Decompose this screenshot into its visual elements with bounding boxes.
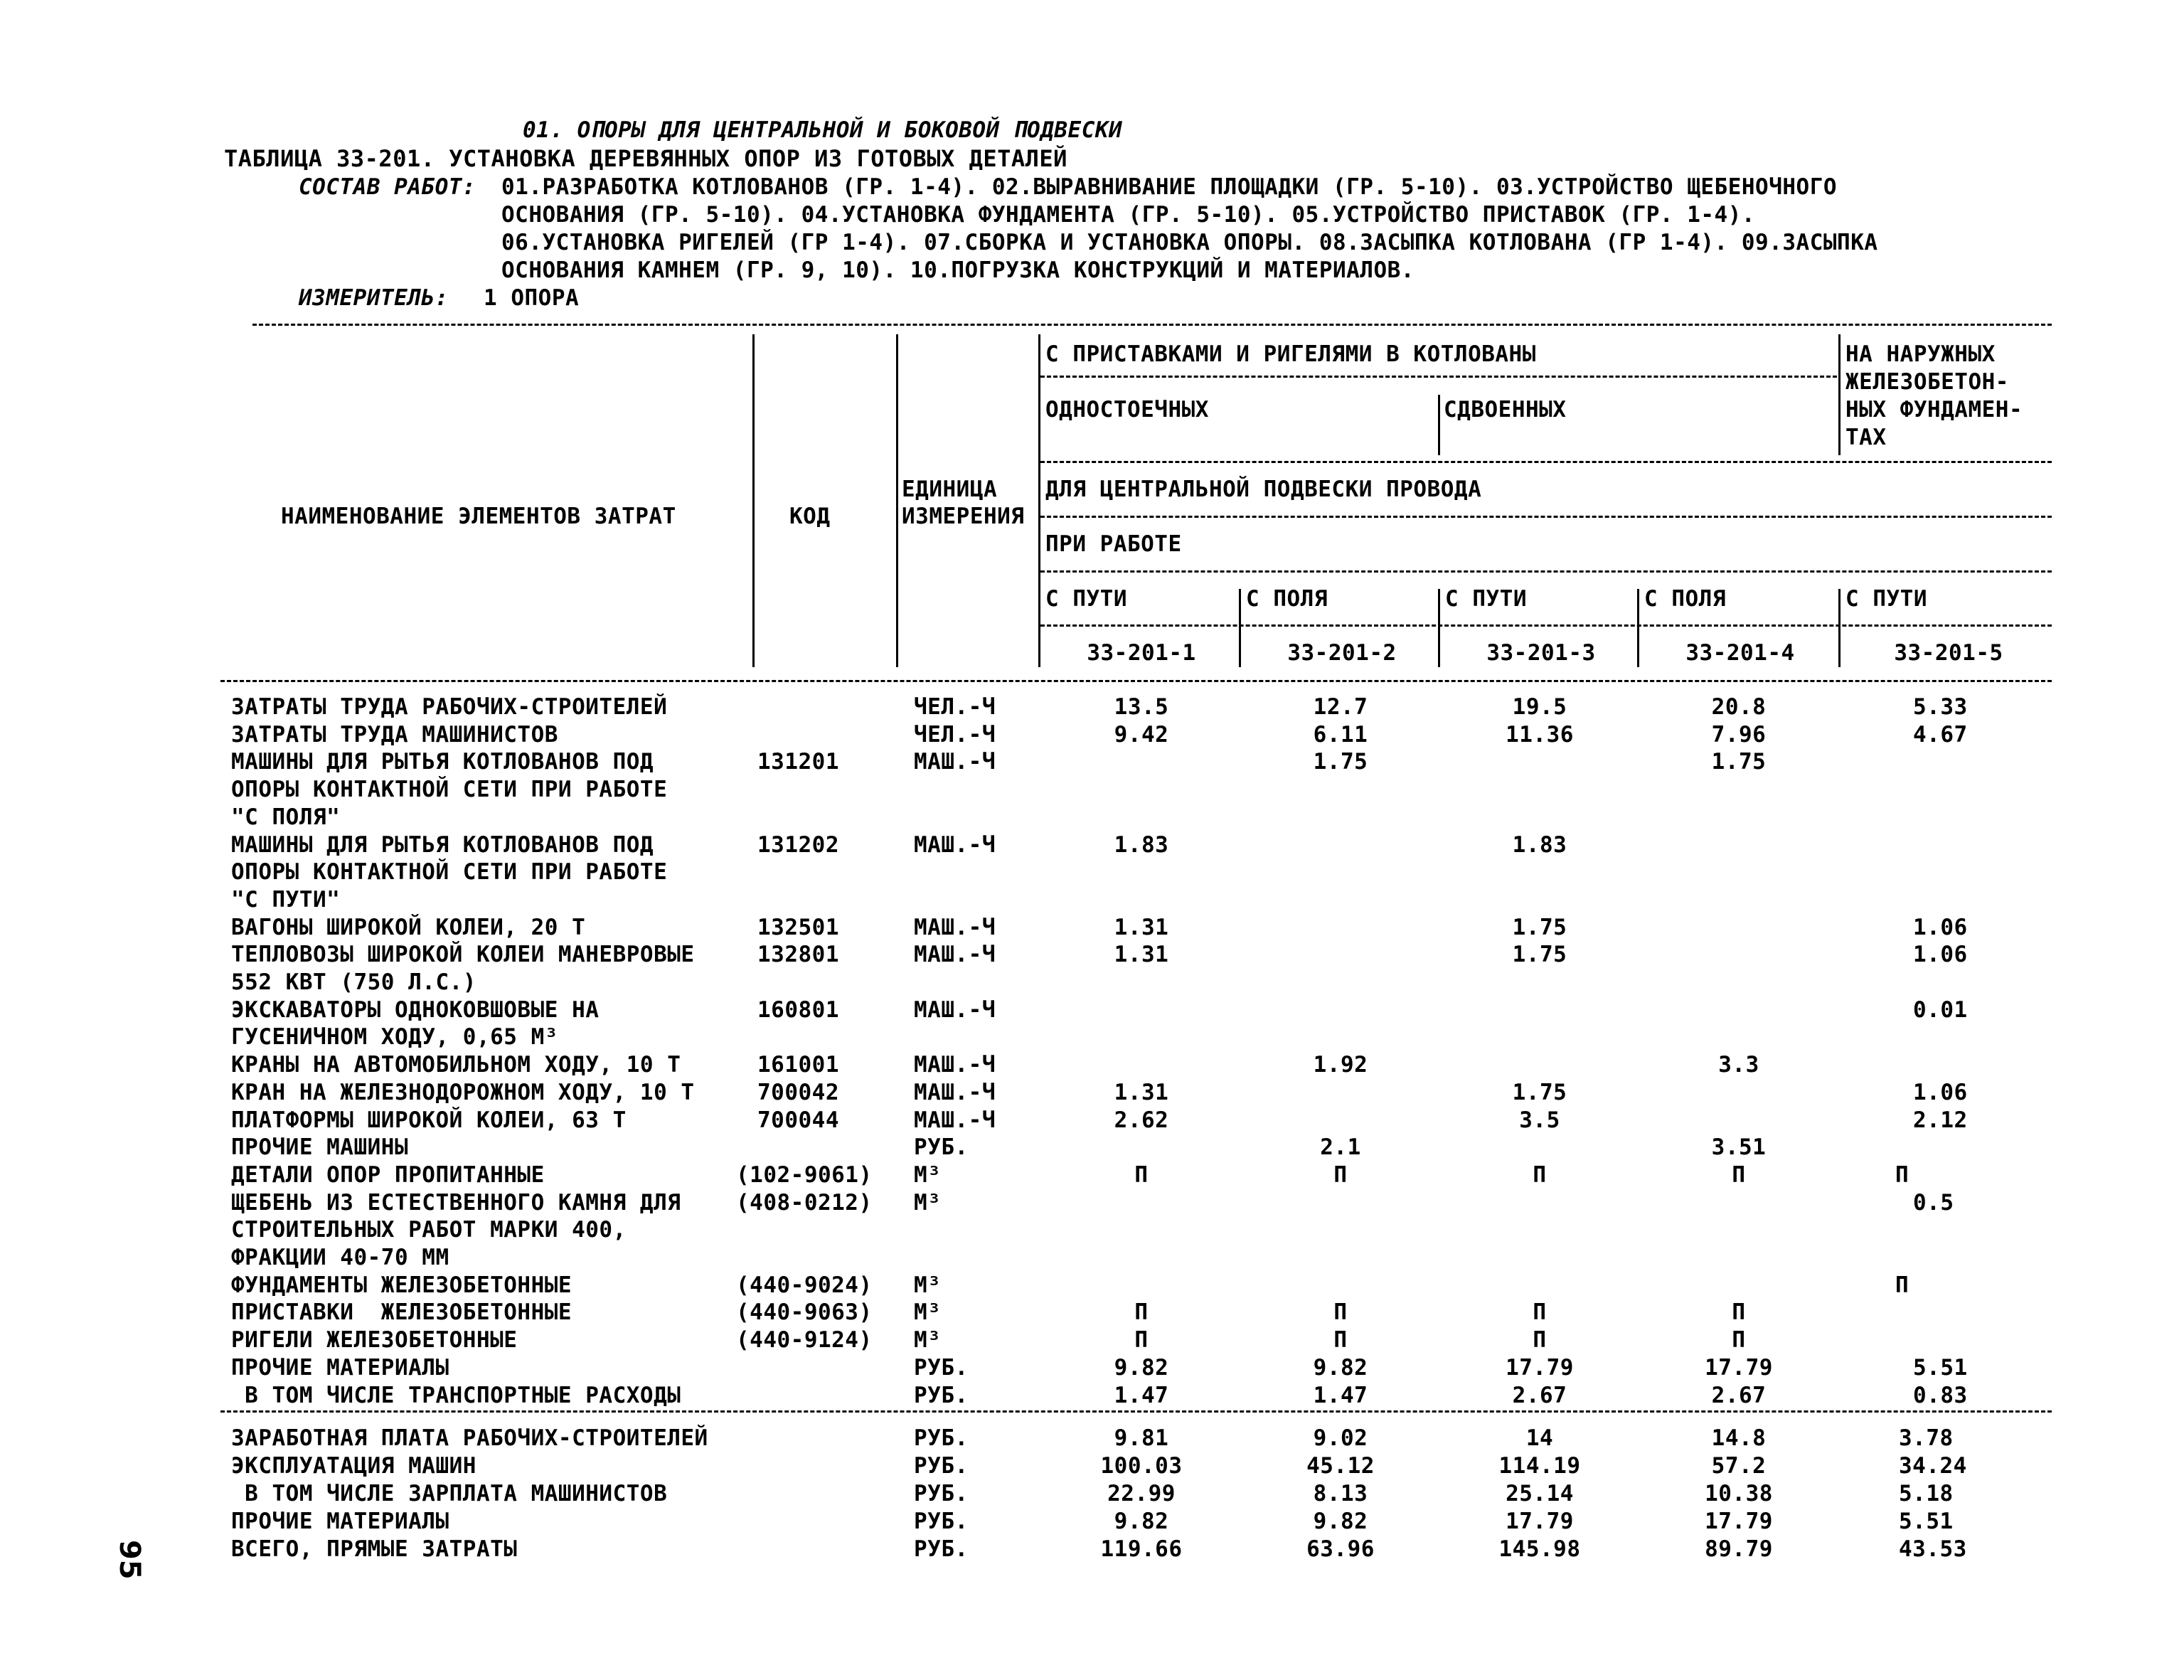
row-2-name-line-0: МАШИНЫ ДЛЯ РЫТЬЯ КОТЛОВАНОВ ПОД (231, 749, 654, 775)
summary-0-value-5: 3.78 (1899, 1425, 1954, 1451)
row-11-value-1: П (1134, 1161, 1149, 1188)
row-5-name-line-0: ТЕПЛОВОЗЫ ШИРОКОЙ КОЛЕИ МАНЕВРОВЫЕ (231, 942, 695, 968)
summary-1-name: ЭКСПЛУАТАЦИЯ МАШИН (231, 1453, 476, 1479)
header-sub-4: С ПОЛЯ (1644, 586, 1726, 612)
row-16-value-5: 5.51 (1913, 1354, 1968, 1381)
row-11-name-line-0: ДЕТАЛИ ОПОР ПРОПИТАННЫЕ (231, 1161, 545, 1188)
summary-1-value-2: 45.12 (1306, 1453, 1375, 1479)
row-2-name-line-2: "С ПОЛЯ" (231, 804, 341, 830)
header-sub-2: С ПОЛЯ (1246, 586, 1328, 612)
page-number: 95 (113, 1540, 146, 1580)
measure-label: ИЗМЕРИТЕЛЬ: (299, 285, 449, 311)
header-sub-3: С ПУТИ (1445, 586, 1527, 612)
header-group-pristavki: С ПРИСТАВКАМИ И РИГЕЛЯМИ В КОТЛОВАНЫ (1045, 341, 1536, 367)
row-3-name-line-0: МАШИНЫ ДЛЯ РЫТЬЯ КОТЛОВАНОВ ПОД (231, 831, 654, 858)
row-10-value-4: 3.51 (1711, 1134, 1767, 1161)
header-code-5: 33-201-5 (1894, 640, 2003, 666)
row-16-value-1: 9.82 (1114, 1354, 1169, 1381)
separator-outer-group (1838, 334, 1841, 455)
composition-line-1: 01.РАЗРАБОТКА КОТЛОВАНОВ (ГР. 1-4). 02.ВЫРАВНИВАНИЕ ПЛОЩАДКИ (ГР. 5-10). 03.УСТРОЙСТВО ЩЕБЕНОЧНОГО (501, 174, 1838, 200)
row-16-unit: РУБ. (914, 1354, 969, 1381)
row-17-name-line-0: В ТОМ ЧИСЛЕ ТРАНСПОРТНЫЕ РАСХОДЫ (231, 1382, 681, 1408)
row-16-value-4: 17.79 (1705, 1354, 1773, 1381)
row-5-value-3: 1.75 (1512, 942, 1567, 968)
rule-under-subcols (1040, 624, 2052, 627)
row-17-value-1: 1.47 (1114, 1382, 1169, 1408)
header-unit-col-1: ЕДИНИЦА (902, 477, 998, 502)
row-8-value-5: 1.06 (1913, 1079, 1968, 1105)
row-15-name-line-0: РИГЕЛИ ЖЕЛЕЗОБЕТОННЫЕ (231, 1327, 518, 1354)
separator-sub-3 (1637, 589, 1639, 667)
row-8-code: 700042 (757, 1079, 839, 1105)
summary-1-value-1: 100.03 (1100, 1453, 1183, 1479)
header-code-2: 33-201-2 (1287, 640, 1397, 666)
row-4-value-1: 1.31 (1114, 914, 1169, 940)
row-14-unit: М³ (914, 1299, 942, 1326)
summary-2-name: В ТОМ ЧИСЛЕ ЗАРПЛАТА МАШИНИСТОВ (231, 1481, 668, 1506)
row-16-value-3: 17.79 (1506, 1354, 1574, 1381)
summary-2-value-5: 5.18 (1899, 1481, 1954, 1506)
summary-2-unit: РУБ. (914, 1481, 969, 1506)
row-17-value-5: 0.83 (1913, 1382, 1968, 1408)
header-bottom-rule (220, 680, 2052, 682)
row-0-value-2: 12.7 (1313, 694, 1368, 720)
row-14-code: (440-9063) (736, 1299, 873, 1326)
summary-3-value-5: 5.51 (1899, 1509, 1954, 1534)
row-11-value-5: П (1895, 1161, 1909, 1188)
row-7-value-4: 3.3 (1718, 1052, 1759, 1078)
rule-under-single-double (1040, 461, 2052, 463)
header-double: СДВОЕННЫХ (1444, 397, 1567, 422)
separator-single-double (1438, 395, 1440, 455)
section-title: 01. ОПОРЫ ДЛЯ ЦЕНТРАЛЬНОЙ И БОКОВОЙ ПОДВЕСКИ (523, 117, 1123, 143)
row-2-name-line-1: ОПОРЫ КОНТАКТНОЙ СЕТИ ПРИ РАБОТЕ (231, 777, 668, 803)
header-code-3: 33-201-3 (1486, 640, 1596, 666)
header-outer-1: НА НАРУЖНЫХ (1845, 341, 1996, 367)
row-1-value-4: 7.96 (1711, 721, 1767, 748)
row-7-value-2: 1.92 (1313, 1052, 1368, 1078)
rule-under-central (1040, 516, 2052, 518)
row-9-code: 700044 (757, 1107, 839, 1133)
row-3-unit: МАШ.-Ч (914, 831, 996, 858)
summary-0-value-3: 14 (1525, 1425, 1554, 1451)
row-11-value-4: П (1732, 1161, 1746, 1188)
summary-separator-rule (220, 1410, 2052, 1413)
row-15-value-3: П (1533, 1327, 1547, 1354)
row-6-name-line-0: ЭКСКАВАТОРЫ ОДНОКОВШОВЫЕ НА (231, 996, 600, 1023)
summary-4-value-2: 63.96 (1306, 1536, 1375, 1562)
summary-2-value-1: 22.99 (1107, 1481, 1176, 1506)
row-15-code: (440-9124) (736, 1327, 873, 1354)
summary-2-value-3: 25.14 (1506, 1481, 1574, 1506)
row-6-unit: МАШ.-Ч (914, 996, 996, 1023)
row-3-value-3: 1.83 (1512, 831, 1567, 858)
row-7-code: 161001 (757, 1052, 839, 1078)
summary-1-value-4: 57.2 (1711, 1453, 1767, 1479)
row-1-unit: ЧЕЛ.-Ч (914, 721, 996, 748)
row-12-value-5: 0.5 (1913, 1189, 1954, 1216)
row-14-value-4: П (1732, 1299, 1746, 1326)
row-17-value-2: 1.47 (1313, 1382, 1368, 1408)
row-17-unit: РУБ. (914, 1382, 969, 1408)
row-15-value-2: П (1333, 1327, 1348, 1354)
row-3-name-line-2: "С ПУТИ" (231, 886, 341, 913)
summary-3-name: ПРОЧИЕ МАТЕРИАЛЫ (231, 1509, 449, 1534)
row-9-name-line-0: ПЛАТФОРМЫ ШИРОКОЙ КОЛЕИ, 63 Т (231, 1107, 627, 1133)
header-single: ОДНОСТОЕЧНЫХ (1045, 397, 1209, 422)
row-10-name-line-0: ПРОЧИЕ МАШИНЫ (231, 1134, 409, 1161)
row-10-value-2: 2.1 (1320, 1134, 1361, 1161)
row-1-value-1: 9.42 (1114, 721, 1169, 748)
row-15-unit: М³ (914, 1327, 942, 1354)
row-2-code: 131201 (757, 749, 839, 775)
row-12-name-line-1: СТРОИТЕЛЬНЫХ РАБОТ МАРКИ 400, (231, 1217, 627, 1243)
row-13-unit: М³ (914, 1272, 942, 1298)
header-sub-1: С ПУТИ (1045, 586, 1127, 612)
separator-name-code (752, 334, 755, 667)
row-0-value-5: 5.33 (1913, 694, 1968, 720)
summary-4-value-4: 89.79 (1705, 1536, 1773, 1562)
row-15-value-1: П (1134, 1327, 1149, 1354)
row-0-value-4: 20.8 (1711, 694, 1767, 720)
row-4-value-3: 1.75 (1512, 914, 1567, 940)
summary-0-unit: РУБ. (914, 1425, 969, 1451)
row-2-value-2: 1.75 (1313, 749, 1368, 775)
summary-3-value-2: 9.82 (1313, 1509, 1368, 1534)
row-11-value-3: П (1533, 1161, 1547, 1188)
separator-sub-1 (1239, 589, 1241, 667)
row-0-unit: ЧЕЛ.-Ч (914, 694, 996, 720)
summary-2-value-4: 10.38 (1705, 1481, 1773, 1506)
summary-4-unit: РУБ. (914, 1536, 969, 1562)
summary-1-value-5: 34.24 (1899, 1453, 1967, 1479)
row-5-value-5: 1.06 (1913, 942, 1968, 968)
header-code-4: 33-201-4 (1685, 640, 1795, 666)
header-code-1: 33-201-1 (1087, 640, 1196, 666)
measure-value: 1 ОПОРА (484, 285, 580, 311)
row-8-value-1: 1.31 (1114, 1079, 1169, 1105)
row-2-value-4: 1.75 (1711, 749, 1767, 775)
header-top-rule (252, 324, 2052, 326)
row-1-value-2: 6.11 (1313, 721, 1368, 748)
summary-3-value-3: 17.79 (1506, 1509, 1574, 1534)
row-13-name-line-0: ФУНДАМЕНТЫ ЖЕЛЕЗОБЕТОННЫЕ (231, 1272, 572, 1298)
row-9-unit: МАШ.-Ч (914, 1107, 996, 1133)
row-6-name-line-1: ГУСЕНИЧНОМ ХОДУ, 0,65 М³ (231, 1024, 558, 1051)
separator-code-unit (896, 334, 898, 667)
row-8-name-line-0: КРАН НА ЖЕЛЕЗНОДОРОЖНОМ ХОДУ, 10 Т (231, 1079, 695, 1105)
row-12-unit: М³ (914, 1189, 942, 1216)
header-outer-3: НЫХ ФУНДАМЕН- (1845, 397, 2023, 422)
row-3-value-1: 1.83 (1114, 831, 1169, 858)
row-6-value-5: 0.01 (1913, 996, 1968, 1023)
composition-line-3: 06.УСТАНОВКА РИГЕЛЕЙ (ГР 1-4). 07.СБОРКА И УСТАНОВКА ОПОРЫ. 08.ЗАСЫПКА КОТЛОВАНА (ГР 1-4). 09.ЗАСЫПКА (501, 230, 1878, 255)
composition-label: СОСТАВ РАБОТ: (299, 174, 476, 200)
row-1-value-5: 4.67 (1913, 721, 1968, 748)
rule-under-at-work (1040, 570, 2052, 573)
row-14-value-1: П (1134, 1299, 1149, 1326)
row-5-unit: МАШ.-Ч (914, 942, 996, 968)
composition-line-4: ОСНОВАНИЯ КАМНЕМ (ГР. 9, 10). 10.ПОГРУЗКА КОНСТРУКЦИЙ И МАТЕРИАЛОВ. (501, 257, 1415, 283)
header-central: ДЛЯ ЦЕНТРАЛЬНОЙ ПОДВЕСКИ ПРОВОДА (1045, 477, 1482, 502)
summary-4-name: ВСЕГО, ПРЯМЫЕ ЗАТРАТЫ (231, 1536, 518, 1562)
row-5-name-line-1: 552 КВТ (750 Л.С.) (231, 969, 476, 995)
summary-3-value-1: 9.82 (1114, 1509, 1169, 1534)
header-code-col: КОД (789, 504, 831, 529)
row-4-unit: МАШ.-Ч (914, 914, 996, 940)
row-4-code: 132501 (757, 914, 839, 940)
separator-sub-4 (1838, 589, 1841, 667)
separator-sub-2 (1438, 589, 1440, 667)
summary-3-unit: РУБ. (914, 1509, 969, 1534)
row-9-value-3: 3.5 (1519, 1107, 1560, 1133)
row-17-value-4: 2.67 (1711, 1382, 1767, 1408)
row-15-value-4: П (1732, 1327, 1746, 1354)
row-2-unit: МАШ.-Ч (914, 749, 996, 775)
row-9-value-5: 2.12 (1913, 1107, 1968, 1133)
row-11-value-2: П (1333, 1161, 1348, 1188)
header-outer-4: ТАХ (1845, 425, 1887, 450)
row-0-name-line-0: ЗАТРАТЫ ТРУДА РАБОЧИХ-СТРОИТЕЛЕЙ (231, 694, 668, 720)
row-16-value-2: 9.82 (1313, 1354, 1368, 1381)
table-title: ТАБЛИЦА 33-201. УСТАНОВКА ДЕРЕВЯННЫХ ОПОР ИЗ ГОТОВЫХ ДЕТАЛЕЙ (224, 145, 1067, 172)
header-unit-col-2: ИЗМЕРЕНИЯ (902, 504, 1025, 529)
row-12-code: (408-0212) (736, 1189, 873, 1216)
row-11-unit: М³ (914, 1161, 942, 1188)
row-12-name-line-2: ФРАКЦИИ 40-70 ММ (231, 1245, 449, 1270)
summary-0-value-4: 14.8 (1711, 1425, 1767, 1451)
summary-4-value-1: 119.66 (1100, 1536, 1183, 1562)
header-outer-2: ЖЕЛЕЗОБЕТОН- (1845, 369, 2009, 395)
row-14-value-2: П (1333, 1299, 1348, 1326)
summary-4-value-3: 145.98 (1498, 1536, 1581, 1562)
summary-1-value-3: 114.19 (1498, 1453, 1581, 1479)
row-1-value-3: 11.36 (1506, 721, 1574, 748)
summary-2-value-2: 8.13 (1313, 1481, 1368, 1506)
row-14-value-3: П (1533, 1299, 1547, 1326)
row-5-code: 132801 (757, 942, 839, 968)
header-at-work: ПРИ РАБОТЕ (1045, 531, 1182, 557)
row-5-value-1: 1.31 (1114, 942, 1169, 968)
row-9-value-1: 2.62 (1114, 1107, 1169, 1133)
header-sub-5: С ПУТИ (1845, 586, 1927, 612)
row-3-code: 131202 (757, 831, 839, 858)
row-4-value-5: 1.06 (1913, 914, 1968, 940)
rule-under-group (1040, 376, 1837, 378)
separator-unit-values (1038, 334, 1040, 667)
row-6-code: 160801 (757, 996, 839, 1023)
row-10-unit: РУБ. (914, 1134, 969, 1161)
summary-0-name: ЗАРАБОТНАЯ ПЛАТА РАБОЧИХ-СТРОИТЕЛЕЙ (231, 1425, 708, 1451)
row-8-value-3: 1.75 (1512, 1079, 1567, 1105)
row-1-name-line-0: ЗАТРАТЫ ТРУДА МАШИНИСТОВ (231, 721, 558, 748)
row-4-name-line-0: ВАГОНЫ ШИРОКОЙ КОЛЕИ, 20 Т (231, 914, 586, 940)
row-8-unit: МАШ.-Ч (914, 1079, 996, 1105)
row-3-name-line-1: ОПОРЫ КОНТАКТНОЙ СЕТИ ПРИ РАБОТЕ (231, 859, 668, 886)
summary-0-value-2: 9.02 (1313, 1425, 1368, 1451)
row-0-value-3: 19.5 (1512, 694, 1567, 720)
header-name-col: НАИМЕНОВАНИЕ ЭЛЕМЕНТОВ ЗАТРАТ (281, 504, 676, 529)
summary-3-value-4: 17.79 (1705, 1509, 1773, 1534)
row-13-value-5: П (1895, 1272, 1909, 1298)
row-7-unit: МАШ.-Ч (914, 1052, 996, 1078)
row-16-name-line-0: ПРОЧИЕ МАТЕРИАЛЫ (231, 1354, 449, 1381)
composition-line-2: ОСНОВАНИЯ (ГР. 5-10). 04.УСТАНОВКА ФУНДАМЕНТА (ГР. 5-10). 05.УСТРОЙСТВО ПРИСТАВОК (ГР. 1-4). (501, 202, 1756, 228)
row-12-name-line-0: ЩЕБЕНЬ ИЗ ЕСТЕСТВЕННОГО КАМНЯ ДЛЯ (231, 1189, 681, 1216)
row-13-code: (440-9024) (736, 1272, 873, 1298)
row-0-value-1: 13.5 (1114, 694, 1169, 720)
row-17-value-3: 2.67 (1512, 1382, 1567, 1408)
row-7-name-line-0: КРАНЫ НА АВТОМОБИЛЬНОМ ХОДУ, 10 Т (231, 1052, 681, 1078)
summary-0-value-1: 9.81 (1114, 1425, 1169, 1451)
summary-1-unit: РУБ. (914, 1453, 969, 1479)
summary-4-value-5: 43.53 (1899, 1536, 1967, 1562)
row-11-code: (102-9061) (736, 1161, 873, 1188)
row-14-name-line-0: ПРИСТАВКИ ЖЕЛЕЗОБЕТОННЫЕ (231, 1299, 572, 1326)
